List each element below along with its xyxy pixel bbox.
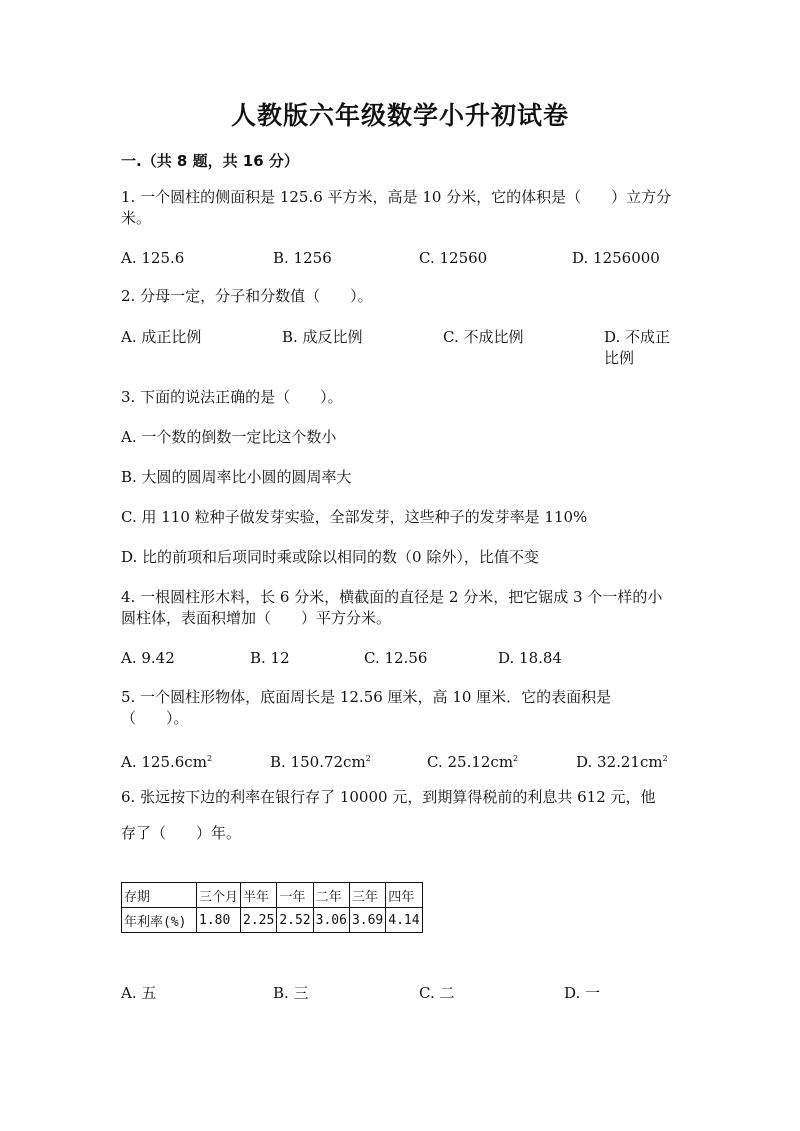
question-3-stem: 3. 下面的说法正确的是（ ）。: [121, 388, 343, 406]
option-text: C. 25.12cm: [427, 753, 514, 771]
table-header-row: [122, 883, 423, 908]
table-cell: 3.69: [349, 908, 385, 933]
table-cell: 1.80: [197, 908, 241, 933]
question-5-option-d[interactable]: [576, 748, 668, 773]
question-4-option-c[interactable]: C. 12.56: [364, 649, 428, 667]
question-1-option-d[interactable]: D. 1256000: [572, 249, 660, 267]
unit-exponent: 2: [662, 754, 668, 763]
page-title: 人教版六年级数学小升初试卷: [230, 101, 569, 130]
table-cell: 存期: [122, 883, 197, 908]
table-cell: 一年: [277, 883, 313, 908]
question-6-stem-line-1: 6. 张远按下边的利率在银行存了 10000 元，到期算得税前的利息共 612 元，他: [121, 788, 656, 806]
question-3-option-a[interactable]: A. 一个数的倒数一定比这个数小: [121, 428, 337, 446]
table-cell: 三个月: [197, 883, 241, 908]
table-cell: 半年: [241, 883, 277, 908]
question-5-option-a[interactable]: [121, 748, 212, 773]
question-6-stem-line-2: 存了（ ）年。: [121, 824, 242, 842]
question-2-option-d[interactable]: D. 不成正比例: [604, 328, 671, 367]
table-row: [122, 908, 423, 933]
question-5-option-c[interactable]: [427, 748, 518, 773]
question-1-option-c[interactable]: C. 12560: [419, 249, 488, 267]
question-5-stem: 5. 一个圆柱形物体，底面周长是 12.56 厘米，高 10 厘米．它的表面积是（ ）。: [121, 688, 612, 727]
question-4-stem: 4. 一根圆柱形木料，长 6 分米，横截面的直径是 2 分米，把它锯成 3 个一样的小圆柱体，表面积增加（ ）平方分米。: [121, 588, 663, 627]
table-cell: 四年: [386, 883, 422, 908]
question-5-option-b[interactable]: [270, 748, 371, 773]
table-cell: 3.06: [313, 908, 349, 933]
option-text: B. 150.72cm: [270, 753, 366, 771]
question-6-option-d[interactable]: D. 一: [564, 984, 601, 1002]
question-3-option-d[interactable]: D. 比的前项和后项同时乘或除以相同的数（0 除外），比值不变: [121, 548, 539, 566]
table-cell: 2.52: [277, 908, 313, 933]
unit-exponent: 2: [206, 754, 213, 763]
unit-exponent: 2: [513, 754, 519, 763]
unit-exponent: 2: [365, 754, 371, 763]
question-2-option-a[interactable]: A. 成正比例: [121, 328, 202, 346]
question-1-stem: 1. 一个圆柱的侧面积是 125.6 平方米，高是 10 分米，它的体积是（ ）立方分米。: [121, 188, 672, 227]
table-cell: 二年: [313, 883, 349, 908]
option-text: D. 32.21cm: [576, 753, 663, 771]
section-heading: 一.（共 8 题，共 16 分）: [121, 152, 299, 170]
interest-rate-table: [121, 882, 423, 933]
table-cell: 4.14: [386, 908, 422, 933]
question-3-option-b[interactable]: B. 大圆的圆周率比小圆的圆周率大: [121, 468, 352, 486]
question-6-option-a[interactable]: A. 五: [121, 984, 157, 1002]
table-cell: 年利率(%): [122, 908, 197, 933]
question-1-option-a[interactable]: A. 125.6: [121, 249, 185, 267]
question-3-option-c[interactable]: C. 用 110 粒种子做发芽实验，全部发芽，这些种子的发芽率是 110%: [121, 508, 588, 526]
table-cell: 三年: [349, 883, 385, 908]
question-4-option-b[interactable]: B. 12: [250, 649, 290, 667]
question-1-option-b[interactable]: B. 1256: [273, 249, 332, 267]
question-4-option-d[interactable]: D. 18.84: [498, 649, 562, 667]
question-4-option-a[interactable]: A. 9.42: [121, 649, 175, 667]
question-2-option-b[interactable]: B. 成反比例: [282, 328, 363, 346]
question-6-option-b[interactable]: B. 三: [273, 984, 309, 1002]
question-6-option-c[interactable]: C. 二: [419, 984, 455, 1002]
option-text: A. 125.6cm: [121, 753, 207, 771]
question-2-stem: 2. 分母一定，分子和分数值（ ）。: [121, 287, 373, 305]
table-cell: 2.25: [241, 908, 277, 933]
question-2-option-c[interactable]: C. 不成比例: [443, 328, 524, 346]
